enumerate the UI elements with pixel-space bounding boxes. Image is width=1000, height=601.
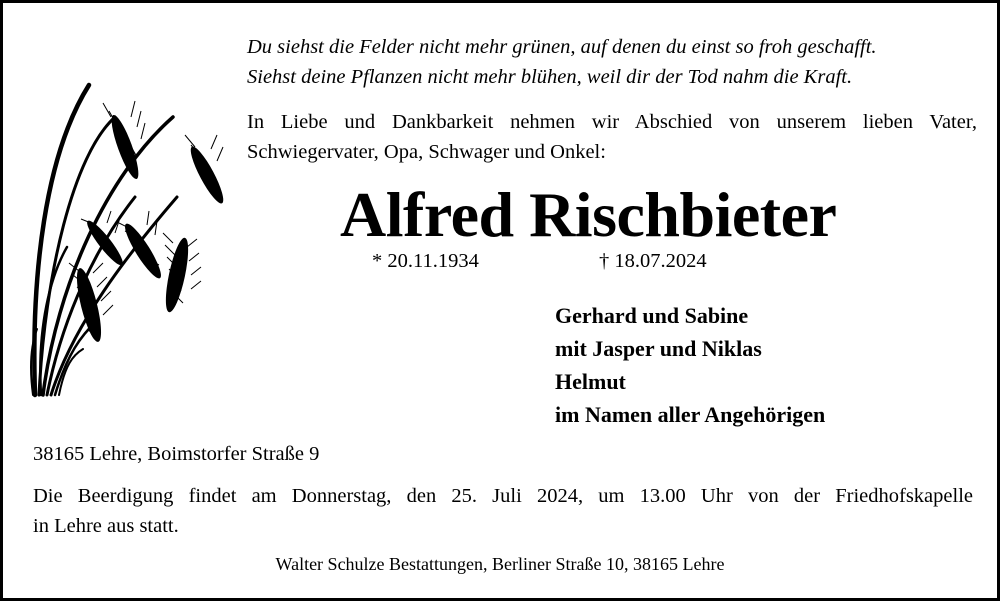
mourner-line: Gerhard und Sabine (555, 303, 749, 328)
intro-line: In Liebe und Dankbarkeit nehmen wir Abschied von unserem lieben Vater, (247, 111, 977, 133)
death-date: † 18.07.2024 (599, 250, 707, 272)
funeral-info (33, 481, 973, 541)
poem-line: Du siehst die Felder nicht mehr grünen, auf denen du einst so froh geschafft. (247, 36, 877, 58)
wheat-ears-icon (27, 65, 239, 399)
birth-date: * 20.11.1934 (372, 250, 479, 272)
intro-text (247, 107, 977, 167)
poem (247, 32, 987, 92)
mourners-list (555, 299, 825, 431)
intro-line: Schwiegervater, Opa, Schwager und Onkel: (247, 141, 606, 163)
family-address: 38165 Lehre, Boimstorfer Straße 9 (33, 443, 320, 465)
undertaker-info: Walter Schulze Bestattungen, Berliner Straße 10, 38165 Lehre (275, 554, 725, 574)
poem-line: Siehst deine Pflanzen nicht mehr blühen, weil dir der Tod nahm die Kraft. (247, 66, 853, 88)
deceased-name: Alfred Rischbieter (340, 179, 837, 250)
funeral-line: Die Beerdigung findet am Donnerstag, den 25. Juli 2024, um 13.00 Uhr von der Friedhofskapelle (33, 485, 973, 507)
mourner-line: im Namen aller Angehörigen (555, 402, 826, 427)
mourner-line: mit Jasper und Niklas (555, 336, 762, 361)
mourner-line: Helmut (555, 369, 626, 394)
funeral-line: in Lehre aus statt. (33, 515, 179, 537)
